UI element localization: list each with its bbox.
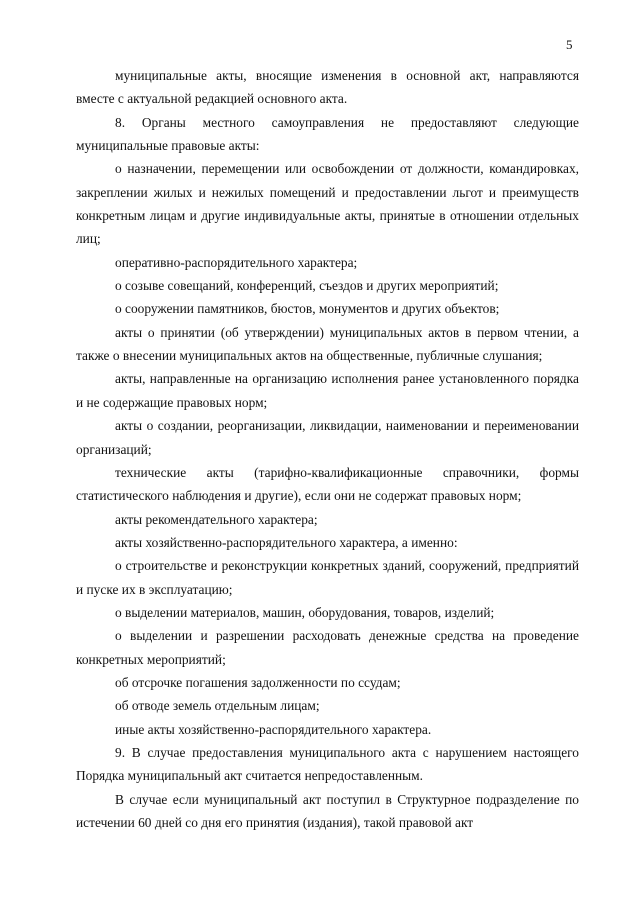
paragraph: акты хозяйственно-распорядительного характера, а именно:: [115, 534, 458, 550]
paragraph: В случае если муниципальный акт поступил в Структурное подразделение по истечении 60 дней со дня его принятия (издания), такой правовой акт: [76, 791, 579, 830]
paragraph: о созыве совещаний, конференций, съездов и других мероприятий;: [115, 278, 499, 294]
paragraph: иные акты хозяйственно-распорядительного характера.: [115, 721, 432, 737]
paragraph: акты о принятии (об утверждении) муниципальных актов в первом чтении, а также о внесении муниципальных актов на общественные, публичные слушания;: [76, 324, 579, 364]
paragraph: оперативно-распорядительного характера;: [115, 254, 358, 270]
body-text: [76, 64, 579, 834]
paragraph: технические акты (тарифно-квалификационные справочники, формы статистического наблюдения и другие), если они не содержат правовых норм;: [76, 464, 579, 504]
paragraph: о строительстве и реконструкции конкретных зданий, сооружений, предприятий и пуске их в эксплуатацию;: [76, 558, 579, 597]
paragraph: акты рекомендательного характера;: [115, 511, 318, 527]
paragraph: о выделении материалов, машин, оборудования, товаров, изделий;: [115, 604, 495, 620]
paragraph: акты, направленные на организацию исполнения ранее установленного порядка и не содержащие правовых норм;: [76, 371, 579, 410]
paragraph: о выделении и разрешении расходовать денежные средства на проведение конкретных мероприятий;: [76, 628, 579, 667]
paragraph: о сооружении памятников, бюстов, монументов и других объектов;: [115, 301, 500, 317]
paragraph: муниципальные акты, вносящие изменения в основной акт, направляются вместе с актуальной редакцией основного акта.: [76, 68, 579, 107]
paragraph: об отсрочке погашения задолженности по ссудам;: [115, 674, 401, 690]
page-number: 5: [566, 37, 573, 52]
paragraph: об отводе земель отдельным лицам;: [115, 698, 320, 714]
paragraph: о назначении, перемещении или освобождении от должности, командировках, закреплении жилых и нежилых помещений и предоставлении льгот и преимуществ конкретным лицам и другие индивидуальные акты, принятые в отношении отдельных лиц;: [76, 161, 579, 247]
paragraph: акты о создании, реорганизации, ликвидации, наименовании и переименовании организаций;: [76, 418, 579, 457]
paragraph: 8. Органы местного самоуправления не предоставляют следующие муниципальные правовые акты:: [76, 114, 579, 154]
paragraph: 9. В случае предоставления муниципального акта с нарушением настоящего Порядка муниципальный акт считается непредоставленным.: [76, 744, 579, 784]
